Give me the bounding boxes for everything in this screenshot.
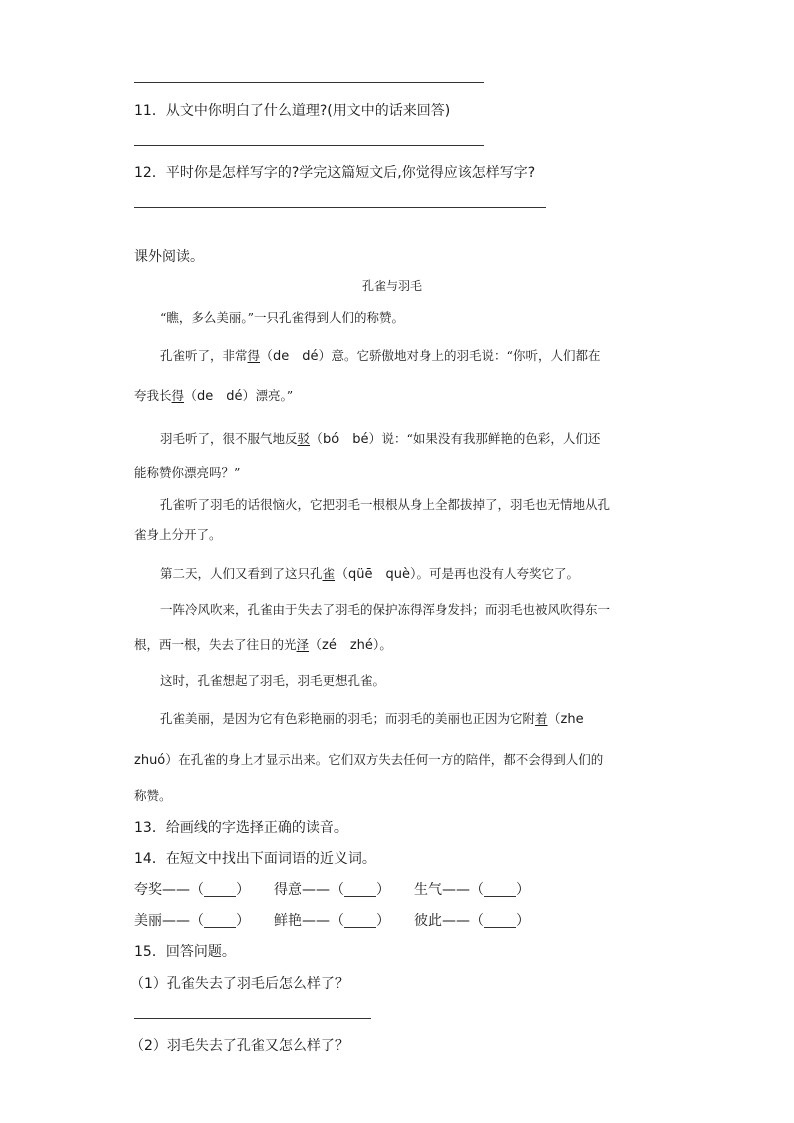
question-15: 15．回答问题。 (134, 944, 236, 960)
pinyin-options: （bó bé） (310, 432, 382, 447)
fill-blank[interactable] (484, 882, 516, 897)
underlined-char: 雀 (322, 566, 336, 581)
pinyin-options: （qüē què） (335, 567, 417, 582)
passage-paragraph-4-line-2: 雀身上分开了。 (134, 527, 222, 542)
passage-paragraph-8-line-2: zhuó）在孔雀的身上才显示出来。它们双方失去任何一方的陪伴，都不会得到人们的 (134, 752, 604, 768)
fill-blank[interactable] (484, 913, 516, 928)
pinyin-options: （zé zhé） (309, 638, 380, 653)
passage-paragraph-3-line-2: 能称赞你漂亮吗？” (134, 465, 241, 480)
section-label: 课外阅读。 (134, 249, 204, 265)
passage-paragraph-6-line-1: 一阵冷风吹来，孔雀由于失去了羽毛的保护冻得浑身发抖；而羽毛也被风吹得东一 (160, 602, 611, 617)
question-11: 11．从文中你明白了什么道理?(用文中的话来回答) (134, 103, 451, 119)
question-14: 14．在短文中找出下面词语的近义词。 (134, 851, 376, 867)
question-15-1: （1）孔雀失去了羽毛后怎么样了？ (130, 976, 349, 992)
question-15-2: （2）羽毛失去了孔雀又怎么样了？ (130, 1038, 349, 1054)
passage-paragraph-7: 这时，孔雀想起了羽毛，羽毛更想孔雀。 (160, 673, 386, 688)
question-12: 12．平时你是怎样写字的?学完这篇短文后,你觉得应该怎样写字? (134, 165, 536, 181)
passage-paragraph-2-line-2: 夸我长得（de dé）漂亮。” (134, 388, 294, 404)
answer-line[interactable] (134, 207, 546, 208)
passage-paragraph-8-line-3: 称赞。 (134, 788, 172, 803)
fill-blank[interactable] (344, 882, 376, 897)
passage-paragraph-4-line-1: 孔雀听了羽毛的话很恼火，它把羽毛一根根从身上全都拔掉了，羽毛也无情地从孔 (160, 497, 611, 512)
passage-paragraph-3-line-1: 羽毛听了，很不服气地反驳（bó bé）说：“如果没有我那鲜艳的色彩，人们还 (160, 431, 601, 447)
synonym-item: 生气——（ ） (414, 882, 530, 898)
question-13: 13．给画线的字选择正确的读音。 (134, 820, 348, 836)
synonym-item: 夸奖——（ ） (134, 882, 250, 898)
synonym-item: 鲜艳——（ ） (274, 913, 390, 929)
pinyin-options: （de dé） (260, 349, 332, 364)
synonym-item: 美丽——（ ） (134, 913, 250, 929)
passage-paragraph-8-line-1: 孔雀美丽，是因为它有色彩艳丽的羽毛；而羽毛的美丽也正因为它附着（zhe (160, 711, 584, 727)
fill-blank[interactable] (204, 913, 236, 928)
fill-blank[interactable] (204, 882, 236, 897)
underlined-char: 得 (171, 388, 185, 403)
pinyin-options: （de dé） (184, 389, 256, 404)
synonym-item: 得意——（ ） (274, 882, 390, 898)
answer-line[interactable] (134, 1018, 371, 1019)
answer-line[interactable] (134, 82, 484, 83)
passage-paragraph-6-line-2: 根，西一根，失去了往日的光泽（zé zhé）。 (134, 637, 392, 653)
answer-line[interactable] (134, 145, 484, 146)
passage-paragraph-1: “瞧，多么美丽。”一只孔雀得到人们的称赞。 (160, 310, 405, 325)
underlined-char: 得 (247, 348, 261, 363)
passage-paragraph-5: 第二天，人们又看到了这只孔雀（qüē què）。可是再也没有人夸奖它了。 (160, 566, 580, 582)
underlined-char: 驳 (297, 431, 311, 446)
fill-blank[interactable] (344, 913, 376, 928)
passage-paragraph-2-line-1: 孔雀听了，非常得（de dé）意。它骄傲地对身上的羽毛说：“你听，人们都在 (160, 348, 601, 364)
passage-title: 孔雀与羽毛 (362, 279, 423, 293)
pinyin-options: （zhe (547, 712, 584, 727)
underlined-char: 着 (535, 711, 548, 726)
pinyin-options: zhuó） (134, 753, 179, 768)
synonym-item: 彼此——（ ） (414, 913, 530, 929)
underlined-char: 泽 (296, 637, 310, 652)
